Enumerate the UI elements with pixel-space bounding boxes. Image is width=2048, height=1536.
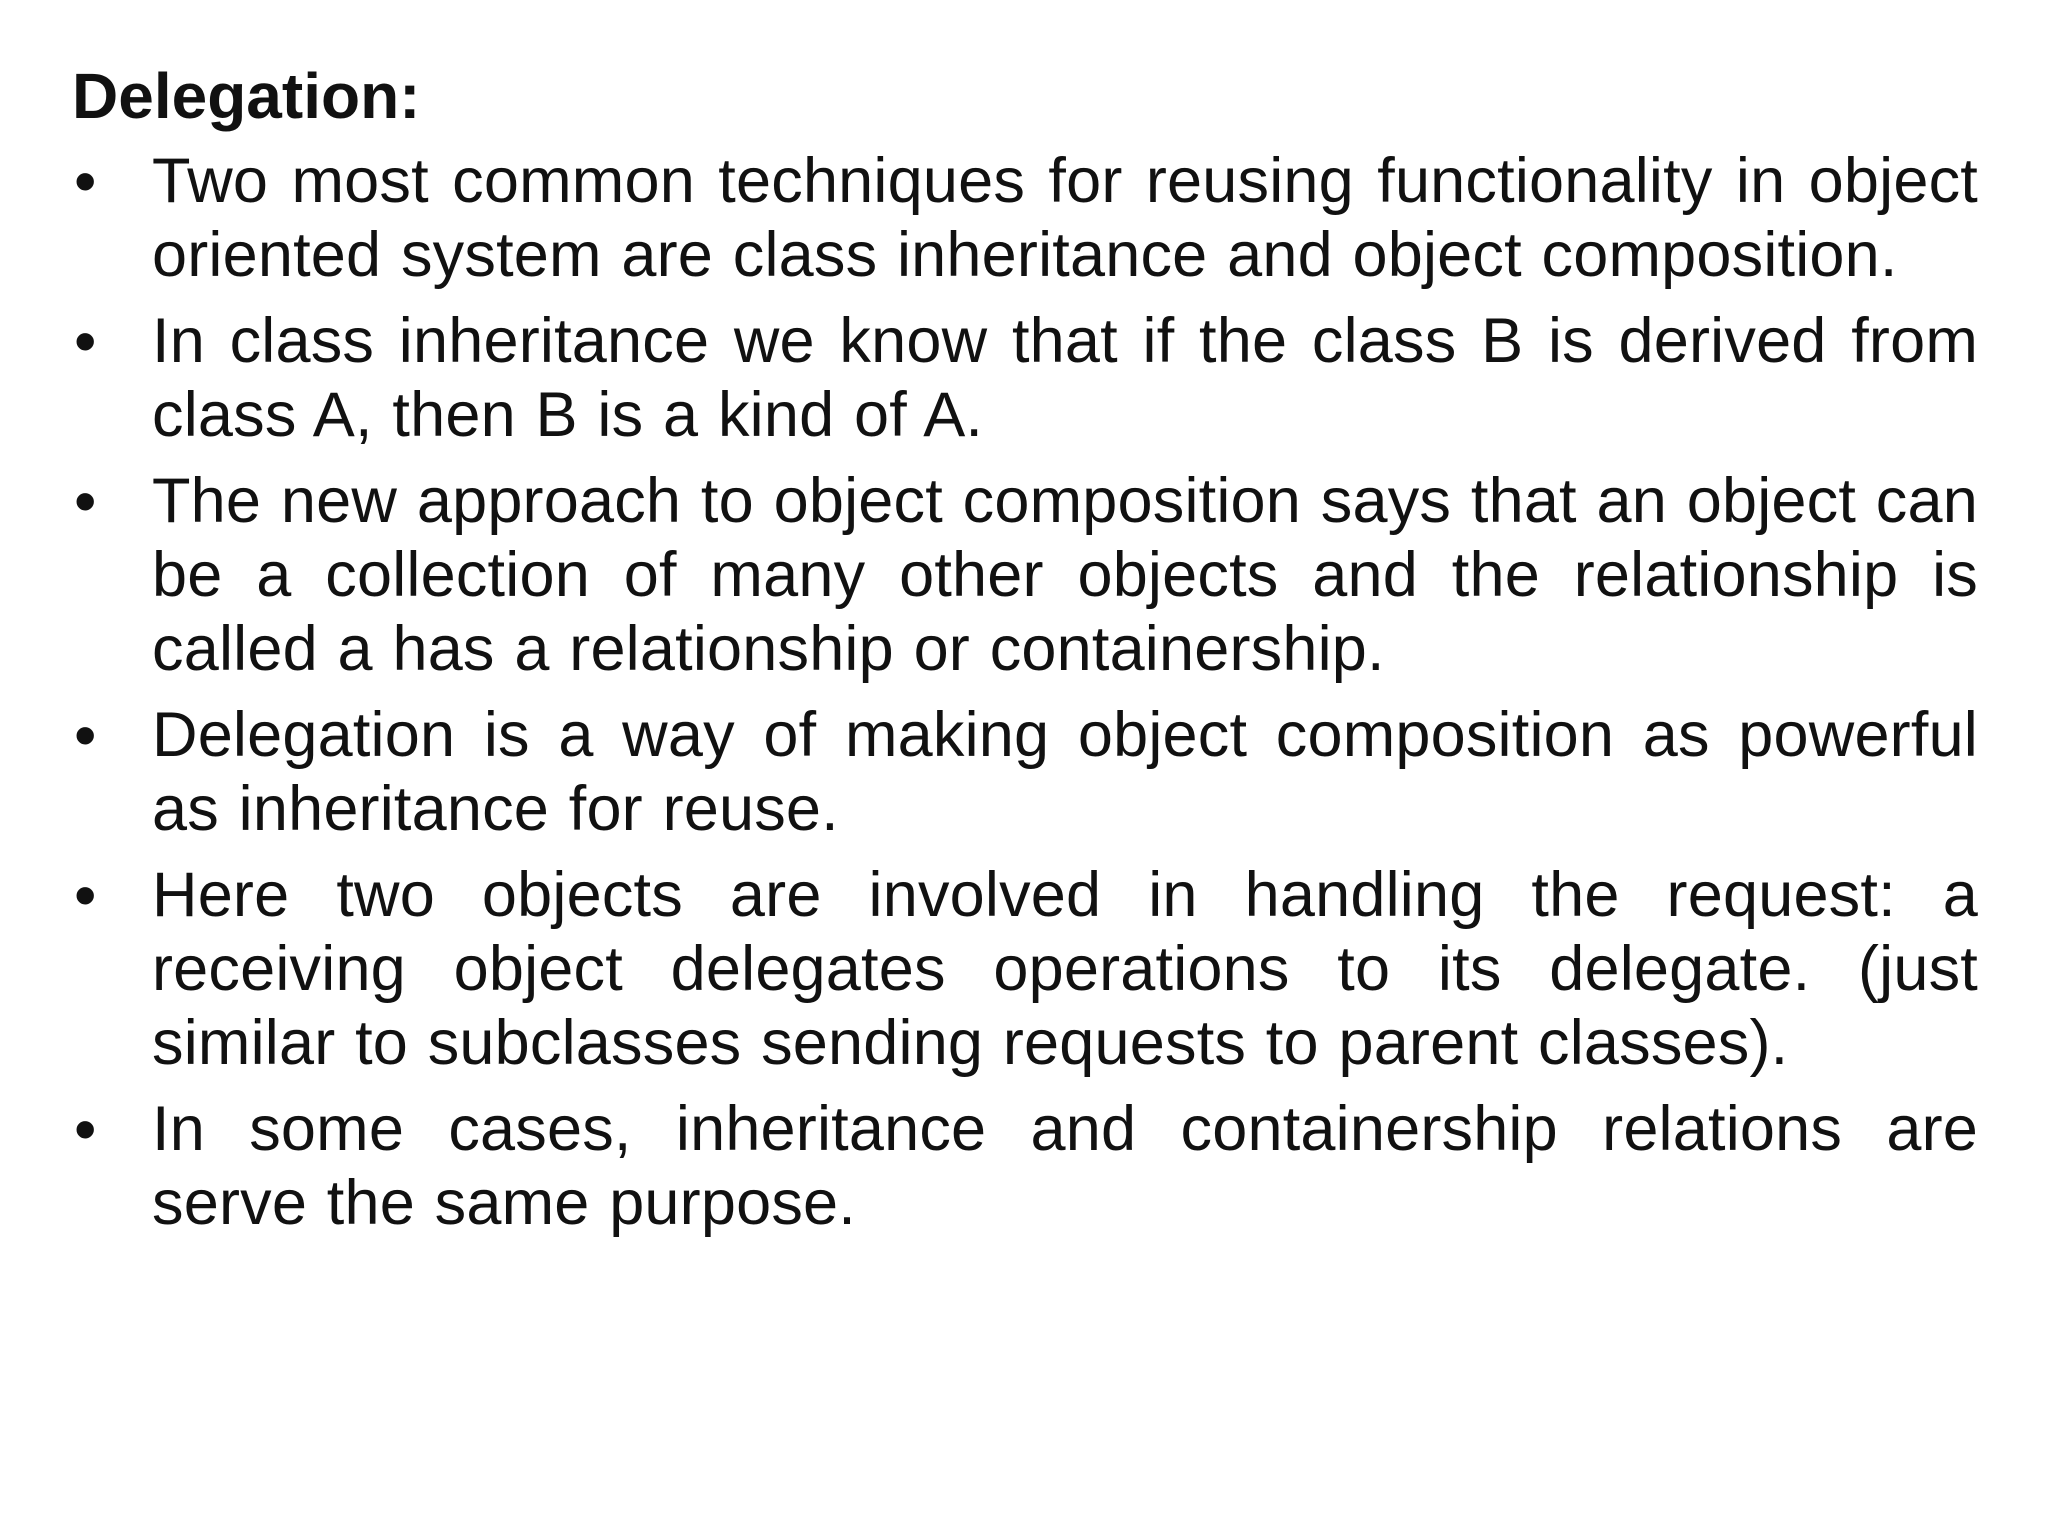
- bullet-item: [72, 304, 1978, 452]
- bullet-icon: •: [74, 1093, 97, 1165]
- bullet-list: [72, 144, 1978, 1240]
- bullet-item: [72, 144, 1978, 292]
- bullet-text: In class inheritance we know that if the class B is derived from class A, then B is a kind of A.: [152, 306, 1978, 450]
- bullet-item: [72, 698, 1978, 846]
- bullet-text: The new approach to object composition says that an object can be a collection of many other objects and the relationship is called a has a relationship or containership.: [152, 466, 1978, 684]
- bullet-text: Delegation is a way of making object composition as powerful as inheritance for reuse.: [152, 700, 1978, 844]
- bullet-icon: •: [74, 465, 97, 537]
- bullet-text: Two most common techniques for reusing functionality in object oriented system are class inheritance and object composition.: [152, 146, 1978, 290]
- bullet-text: Here two objects are involved in handling the request: a receiving object delegates operations to its delegate. (just similar to subclasses sending requests to parent classes).: [152, 860, 1978, 1078]
- bullet-icon: •: [74, 699, 97, 771]
- bullet-icon: •: [74, 145, 97, 217]
- bullet-text: In some cases, inheritance and containership relations are serve the same purpose.: [152, 1094, 1978, 1238]
- bullet-item: [72, 858, 1978, 1080]
- bullet-icon: •: [74, 859, 97, 931]
- bullet-icon: •: [74, 305, 97, 377]
- slide-title: Delegation:: [72, 60, 421, 132]
- bullet-item: [72, 1092, 1978, 1240]
- bullet-item: [72, 464, 1978, 686]
